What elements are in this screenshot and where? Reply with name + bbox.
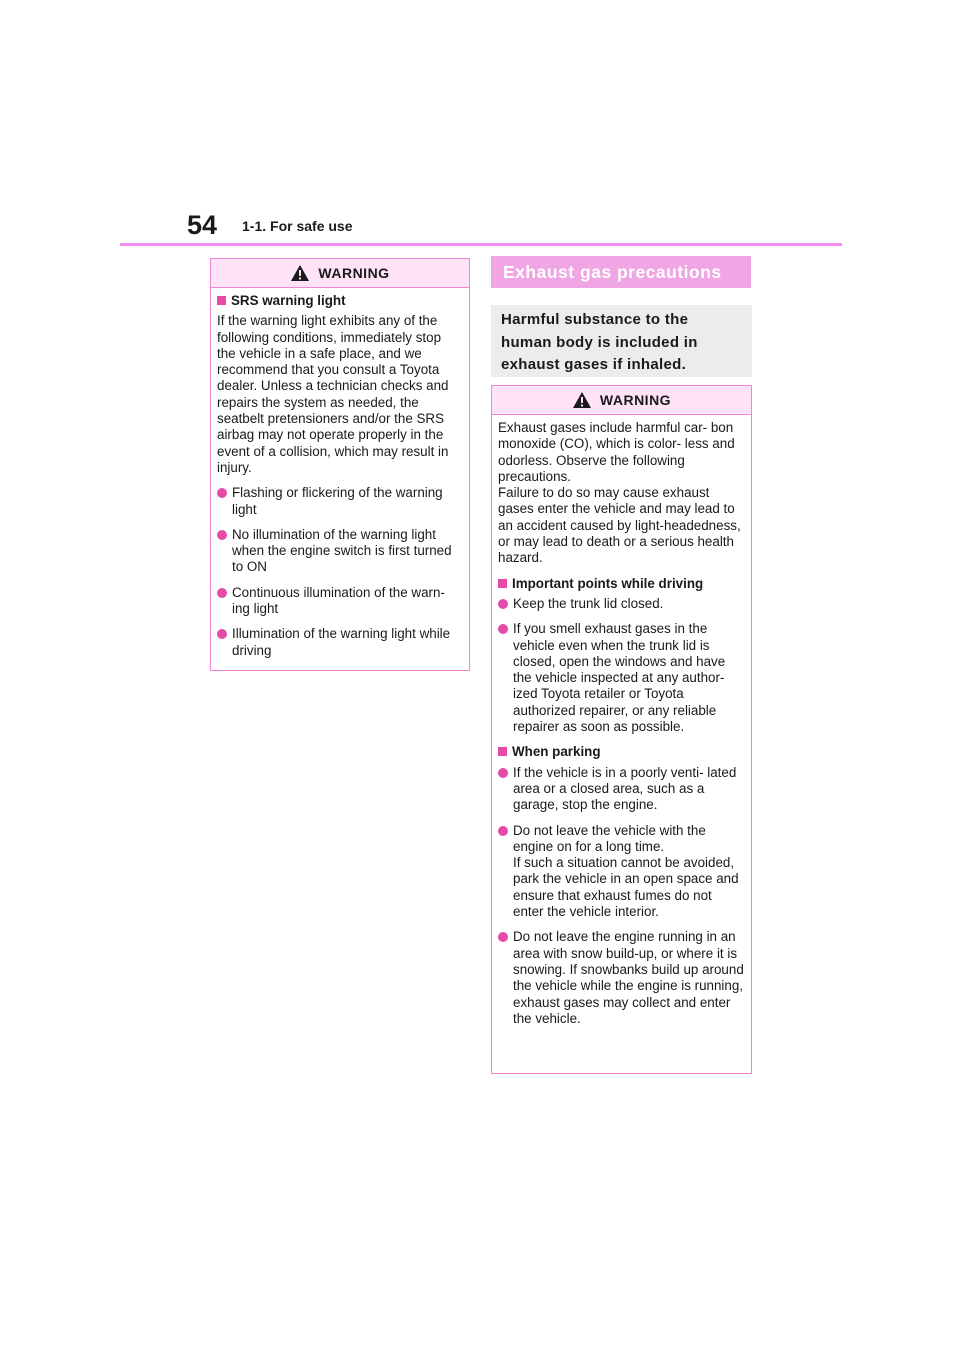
round-bullet-icon <box>217 588 227 598</box>
exhaust-warning-box <box>491 385 752 1074</box>
round-bullet-icon <box>498 826 508 836</box>
list-item: If you smell exhaust gases in the vehicle even when the trunk lid is closed, open the windows and have the vehicle inspected at any author- ized Toyota retailer or Toyota authorized repairer, or any reliable repairer as soon as possible. <box>498 621 745 735</box>
exhaust-intro-2: Failure to do so may cause exhaust gases enter the vehicle and may lead to an accident caused by light-headedness, or may lead to death or a serious health hazard. <box>498 485 741 566</box>
srs-warning-box <box>210 258 470 671</box>
square-bullet-icon <box>498 747 507 756</box>
driving-heading: Important points while driving <box>498 576 745 592</box>
round-bullet-icon <box>498 932 508 942</box>
square-bullet-icon <box>217 296 226 305</box>
srs-intro: If the warning light exhibits any of the following conditions, immediately stop the vehicle in a safe place, and we recommend that you consult a Toyota dealer. Unless a technician checks and repairs the system as needed, the seatbelt pretensioners and/or the SRS airbag may not operate properly in the event of a collision, which may result in injury. <box>217 313 449 475</box>
exhaust-intro: Exhaust gases include harmful car- bon monoxide (CO), which is color- less and odorless. Observe the following precautions. <box>498 420 735 484</box>
list-item: Continuous illumination of the warn- ing light <box>217 585 463 618</box>
round-bullet-icon <box>498 768 508 778</box>
warning-triangle-icon <box>290 264 310 282</box>
list-item: If the vehicle is in a poorly venti- lated area or a closed area, such as a garage, stop the engine. <box>498 765 745 814</box>
section-title: 1-1. For safe use <box>242 218 353 234</box>
srs-heading-text: SRS warning light <box>231 293 346 308</box>
list-item: Keep the trunk lid closed. <box>498 596 745 612</box>
header-rule <box>120 243 842 246</box>
list-item: No illumination of the warning light when the engine switch is first turned to ON <box>217 527 463 576</box>
warning-title: WARNING <box>599 392 672 408</box>
square-bullet-icon <box>498 579 507 588</box>
list-item: Illumination of the warning light while driving <box>217 626 463 659</box>
page-number: 54 <box>187 210 218 240</box>
round-bullet-icon <box>217 488 227 498</box>
warning-triangle-icon <box>572 391 592 409</box>
round-bullet-icon <box>217 629 227 639</box>
list-item: Do not leave the engine running in an area with snow build-up, or where it is snowing. If snowbanks build up around the vehicle while the engine is running, exhaust gases may collect and enter the vehicle. <box>498 929 745 1027</box>
exhaust-summary: Harmful substance to the human body is included in exhaust gases if inhaled. <box>491 305 752 377</box>
warning-title: WARNING <box>318 265 390 281</box>
warning-header <box>492 386 751 415</box>
round-bullet-icon <box>498 624 508 634</box>
warning-body <box>211 288 469 676</box>
warning-header <box>211 259 469 288</box>
round-bullet-icon <box>217 530 227 540</box>
exhaust-section-banner: Exhaust gas precautions <box>491 256 751 288</box>
parking-heading: When parking <box>498 744 745 760</box>
list-item: Do not leave the vehicle with the engine on for a long time. If such a situation cannot be avoided, park the vehicle in an open space and ensure that exhaust fumes do not enter the vehicle interior. <box>498 823 745 921</box>
warning-body <box>492 415 751 1044</box>
srs-heading <box>217 293 463 309</box>
list-item: Flashing or flickering of the warning light <box>217 485 463 518</box>
round-bullet-icon <box>498 599 508 609</box>
